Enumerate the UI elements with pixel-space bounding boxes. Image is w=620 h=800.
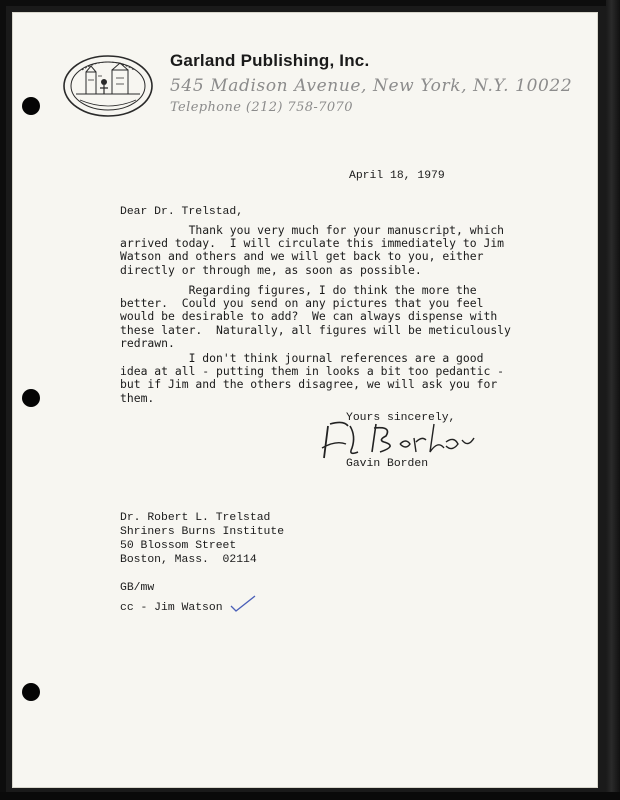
publisher-seal-logo bbox=[62, 54, 154, 118]
typist-initials: GB/mw bbox=[120, 582, 155, 594]
recipient-line-2: Shriners Burns Institute bbox=[120, 526, 285, 538]
body-paragraph-3: I don't think journal references are a good idea at all - putting them in looks a bit too pedantic - but if Jim and the others disagree, we will ask you for them. bbox=[120, 351, 505, 405]
body-paragraph-1: Thank you very much for your manuscript, which arrived today. I will circulate this immediately to Jim Watson and others and we will get back to you, either directly or through me, as soon as possible. bbox=[120, 223, 505, 277]
scan-edge-bottom bbox=[0, 792, 620, 800]
closing: Yours sincerely, bbox=[346, 412, 456, 424]
salutation: Dear Dr. Trelstad, bbox=[120, 206, 244, 218]
signer-name: Gavin Borden bbox=[346, 458, 429, 470]
company-address: 545 Madison Avenue, New York, N.Y. 10022 bbox=[170, 76, 573, 96]
company-name: Garland Publishing, Inc. bbox=[170, 51, 370, 70]
scan-edge-right bbox=[606, 0, 620, 800]
punch-hole-bottom bbox=[22, 683, 40, 701]
punch-hole-middle bbox=[22, 389, 40, 407]
checkmark-icon bbox=[228, 594, 258, 614]
letter-date: April 18, 1979 bbox=[349, 170, 445, 182]
body-paragraph-2: Regarding figures, I do think the more the better. Could you send on any pictures that you feel would be desirable to add? We can always dispense with these later. Naturally, all figures will be meticulously redrawn. bbox=[120, 283, 511, 350]
recipient-line-1: Dr. Robert L. Trelstad bbox=[120, 512, 271, 524]
recipient-line-4: Boston, Mass. 02114 bbox=[120, 554, 257, 566]
handwritten-signature bbox=[318, 418, 478, 462]
recipient-line-3: 50 Blossom Street bbox=[120, 540, 237, 552]
punch-hole-top bbox=[22, 97, 40, 115]
carbon-copy-line: cc - Jim Watson bbox=[120, 602, 223, 614]
company-telephone: Telephone (212) 758-7070 bbox=[170, 100, 353, 115]
